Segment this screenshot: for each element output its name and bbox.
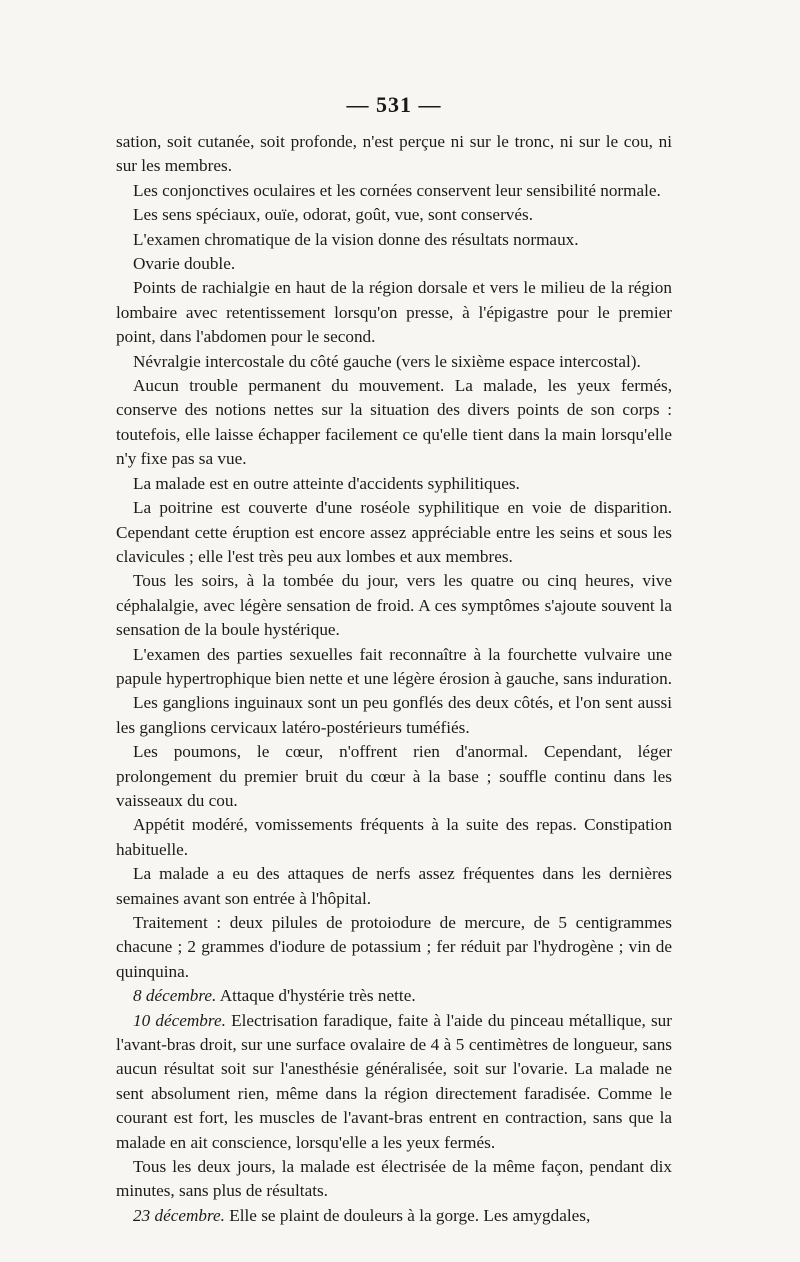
paragraph: Les conjonctives oculaires et les cornées conservent leur sensibilité normale. bbox=[133, 180, 661, 200]
date-label: 8 décembre. bbox=[133, 986, 217, 1006]
paragraph: Les sens spéciaux, ouïe, odorat, goût, vue, sont conservés. bbox=[133, 205, 533, 225]
dated-paragraph bbox=[116, 1204, 672, 1228]
paragraph: Appétit modéré, vomissements fréquents à la suite des repas. Constipation habituelle. bbox=[116, 815, 672, 859]
paragraph: sation, soit cutanée, soit profonde, n'est perçue ni sur le tronc, ni sur le cou, ni sur les membres. bbox=[116, 132, 672, 176]
date-label: 23 décembre. bbox=[133, 1205, 225, 1225]
paragraph: L'examen chromatique de la vision donne des résultats normaux. bbox=[133, 229, 579, 249]
paragraph: L'examen des parties sexuelles fait reconnaître à la fourchette vulvaire une papule hypertrophique bien nette et une légère érosion à gauche, sans induration. bbox=[116, 644, 673, 688]
entry-text: Electrisation faradique, faite à l'aide du pinceau métallique, sur l'avant-bras droit, sur une surface ovalaire de 4 à 5 centimètres de longueur, sans aucun résultat soit sur l'anesthésie généralisée, soit sur l'ovarie. La malade ne sent absolument rien, même dans la région directement faradisée. Comme le courant est fort, les muscles de l'avant-bras entrent en contraction, sans que la malade en ait conscience, lorsqu'elle a les yeux fermés. bbox=[116, 1010, 672, 1152]
paragraph: Aucun trouble permanent du mouvement. La malade, les yeux fermés, conserve des notions nettes sur la situation des divers points de son corps : toutefois, elle laisse échapper facilement ce qu'elle tient dans la main lorsqu'elle n'y fixe pas sa vue. bbox=[116, 376, 672, 469]
entry-text: Attaque d'hystérie très nette. bbox=[216, 986, 416, 1006]
paragraph: Traitement : deux pilules de protoiodure de mercure, de 5 centigrammes chacune ; 2 grammes d'iodure de potassium ; fer réduit par l'hydrogène ; vin de quinquina. bbox=[116, 913, 672, 981]
date-label: 10 décembre. bbox=[133, 1010, 226, 1030]
paragraph: Tous les soirs, à la tombée du jour, vers les quatre ou cinq heures, vive céphalalgie, avec légère sensation de froid. A ces symptômes s'ajoute souvent la sensation de la boule hystérique. bbox=[116, 571, 672, 640]
paragraph: La poitrine est couverte d'une roséole syphilitique en voie de disparition. Cependant cette éruption est encore assez appréciable entre les seins et sous les clavicules ; elle l'est très peu aux lombes et aux membres. bbox=[116, 498, 672, 566]
paragraph: Tous les deux jours, la malade est électrisée de la même façon, pendant dix minutes, sans plus de résultats. bbox=[116, 1157, 672, 1201]
entry-text: Elle se plaint de douleurs à la gorge. Les amygdales, bbox=[224, 1205, 591, 1225]
dated-paragraph bbox=[116, 1009, 672, 1155]
page-number: — 531 — bbox=[346, 92, 442, 117]
paragraph: Ovarie double. bbox=[133, 254, 236, 274]
paragraph: La malade est en outre atteinte d'accidents syphilitiques. bbox=[133, 473, 520, 493]
paragraph: Points de rachialgie en haut de la région dorsale et vers le milieu de la région lombaire avec retentissement lorsqu'on presse, à l'épigastre pour le premier point, dans l'abdomen pour le second. bbox=[116, 278, 672, 347]
paragraph: Les poumons, le cœur, n'offrent rien d'anormal. Cependant, léger prolongement du premier bruit du cœur à la base ; souffle continu dans les vaisseaux du cou. bbox=[116, 742, 672, 810]
paragraph: Névralgie intercostale du côté gauche (vers le sixième espace intercostal). bbox=[133, 351, 641, 371]
paragraph: Les ganglions inguinaux sont un peu gonflés des deux côtés, et l'on sent aussi les ganglions cervicaux latéro-postérieurs tuméfiés. bbox=[116, 693, 672, 737]
dated-paragraph bbox=[116, 984, 672, 1008]
paragraph: La malade a eu des attaques de nerfs assez fréquentes dans les dernières semaines avant son entrée à l'hôpital. bbox=[116, 864, 672, 908]
body-text bbox=[116, 130, 672, 1228]
